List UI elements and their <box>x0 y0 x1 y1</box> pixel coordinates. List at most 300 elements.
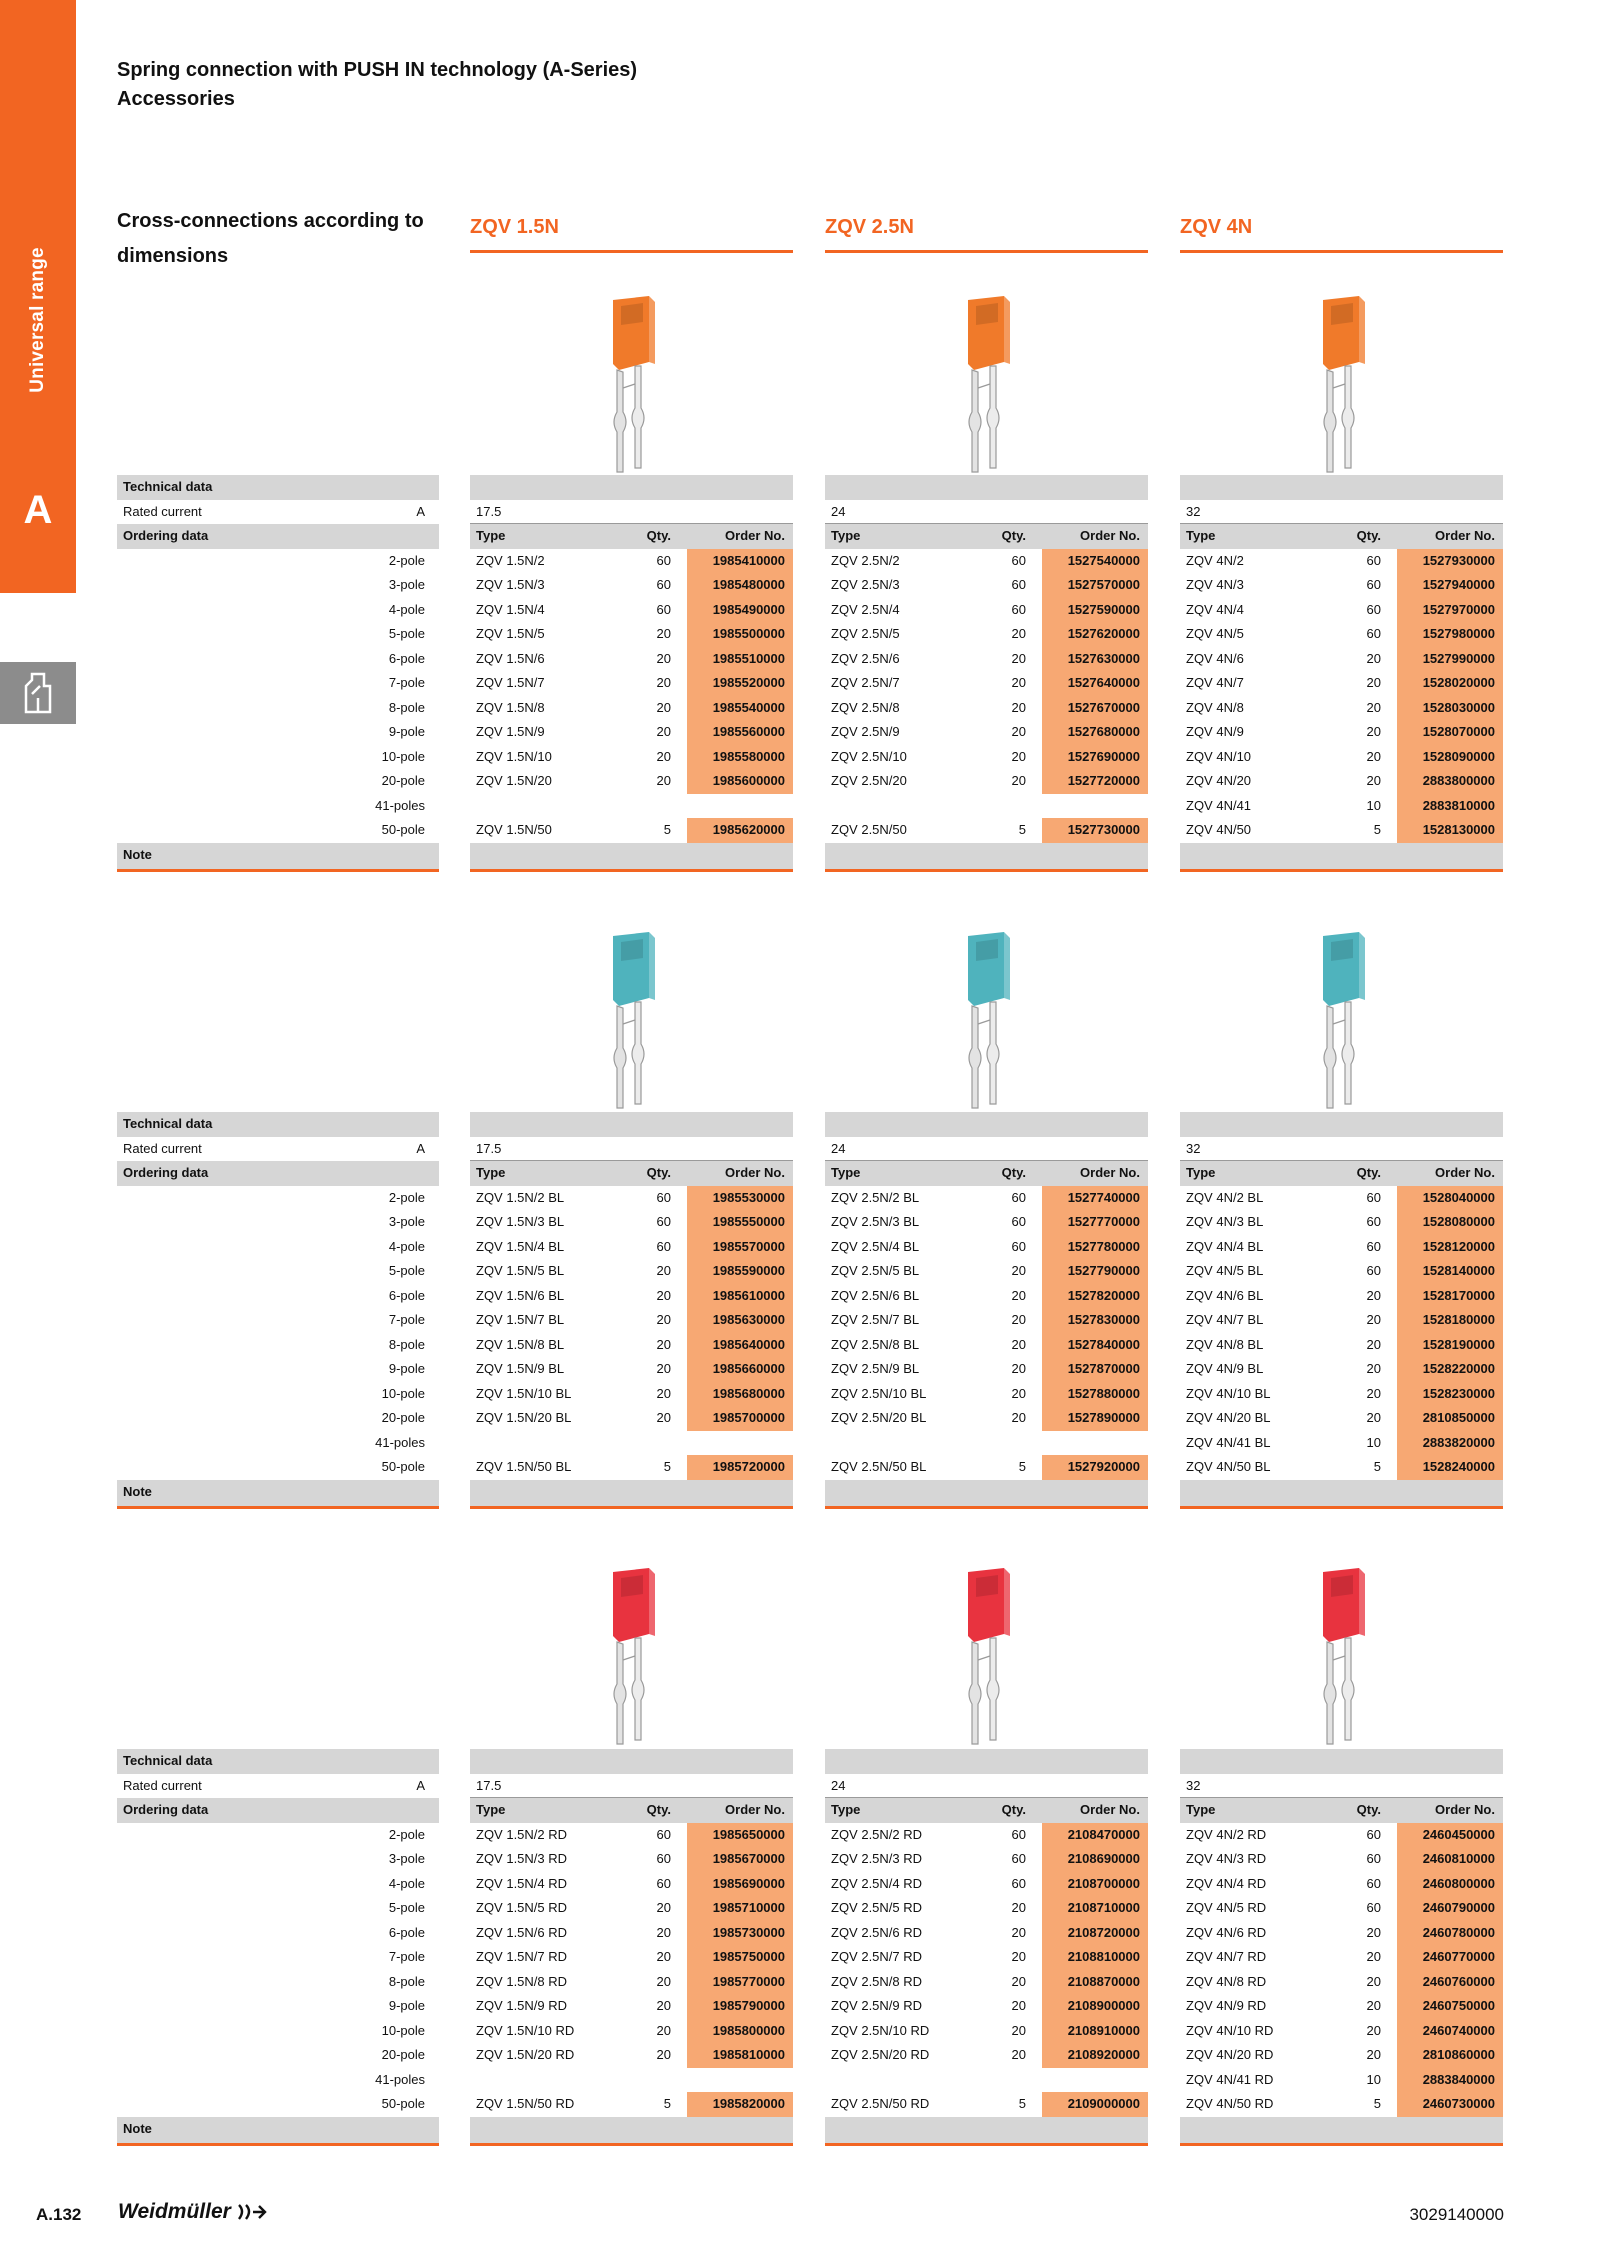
qty-cell: 60 <box>1011 601 1026 617</box>
qty-cell: 60 <box>1366 626 1381 641</box>
product-image-blue <box>952 928 1022 1118</box>
order-number-cell: 1527940000 <box>1397 573 1503 598</box>
technical-data-bar <box>1180 1112 1503 1137</box>
order-number-cell: 1985480000 <box>687 573 793 598</box>
order-number-cell: 1528090000 <box>1397 745 1503 770</box>
type-cell: ZQV 4N/20 BL <box>1186 1410 1271 1425</box>
pole-label: 9-pole <box>388 724 425 739</box>
order-number-cell: 1985660000 <box>687 1357 793 1382</box>
qty-cell: 60 <box>1011 1238 1026 1254</box>
pole-label: 20-pole <box>381 2047 425 2062</box>
pole-label: 7-pole <box>388 675 425 690</box>
order-number-cell: 2108700000 <box>1042 1872 1148 1897</box>
type-cell: ZQV 4N/3 <box>1186 577 1244 592</box>
order-number-cell: 1985720000 <box>687 1455 793 1480</box>
table-row <box>470 1823 793 1848</box>
table-row <box>470 2068 793 2093</box>
type-cell: ZQV 2.5N/3 RD <box>831 1851 923 1866</box>
qty-cell: 20 <box>1011 1949 1026 1964</box>
table-row <box>1180 1823 1503 1848</box>
type-cell: ZQV 2.5N/3 BL <box>831 1214 920 1229</box>
pole-label: 10-pole <box>381 748 425 764</box>
table-row <box>1180 2019 1503 2044</box>
qty-cell: 60 <box>656 1826 671 1842</box>
order-number-cell: 1528220000 <box>1397 1357 1503 1382</box>
technical-data-header: Technical data <box>117 1112 439 1137</box>
label-panel <box>117 1749 439 2146</box>
pole-label: 9-pole <box>388 1361 425 1376</box>
order-number-cell: 1985570000 <box>687 1235 793 1260</box>
table-row <box>825 1970 1148 1995</box>
qty-cell: 60 <box>1366 1263 1381 1278</box>
type-cell: ZQV 1.5N/7 <box>476 675 545 690</box>
order-number-cell: 1528070000 <box>1397 720 1503 745</box>
type-cell: ZQV 2.5N/20 BL <box>831 1410 927 1425</box>
qty-cell: 20 <box>1366 2047 1381 2062</box>
order-header: Order No. <box>1080 1802 1140 1817</box>
table-row <box>470 1259 793 1284</box>
type-cell: ZQV 2.5N/50 BL <box>831 1459 927 1474</box>
type-cell: ZQV 2.5N/7 RD <box>831 1949 923 1964</box>
table-row <box>1180 1455 1503 1480</box>
order-number-cell: 1528030000 <box>1397 696 1503 721</box>
order-number-cell: 2108690000 <box>1042 1847 1148 1872</box>
table-row <box>825 2068 1148 2093</box>
table-row <box>1180 622 1503 647</box>
table-row <box>1180 794 1503 819</box>
pole-label: 10-pole <box>381 2022 425 2038</box>
type-cell: ZQV 2.5N/8 BL <box>831 1336 920 1352</box>
qty-cell: 60 <box>1366 1875 1381 1891</box>
pole-label: 50-pole <box>381 1459 425 1474</box>
qty-cell: 20 <box>1011 626 1026 641</box>
table-header <box>470 1161 793 1186</box>
type-cell: ZQV 2.5N/8 <box>831 699 900 715</box>
technical-data-bar <box>1180 1749 1503 1774</box>
table-row <box>825 1333 1148 1358</box>
qty-header: Qty. <box>646 1165 671 1180</box>
rated-current-label <box>117 1137 439 1162</box>
technical-data-header: Technical data <box>117 1749 439 1774</box>
table-row <box>825 598 1148 623</box>
table-row <box>825 1896 1148 1921</box>
column-title-zqv-2-5n: ZQV 2.5N <box>825 216 914 238</box>
type-cell: ZQV 4N/6 BL <box>1186 1287 1264 1303</box>
order-number-cell: 1527540000 <box>1042 549 1148 574</box>
type-cell: ZQV 2.5N/4 <box>831 601 900 617</box>
column-title-zqv-1-5n: ZQV 1.5N <box>470 216 559 238</box>
product-image-orange <box>1307 292 1377 482</box>
data-column <box>1180 1112 1503 1509</box>
qty-cell: 20 <box>1366 1361 1381 1376</box>
pole-label: 4-pole <box>388 1875 425 1891</box>
type-cell: ZQV 2.5N/9 <box>831 724 900 739</box>
order-number-cell: 1985710000 <box>687 1896 793 1921</box>
order-header: Order No. <box>1435 1802 1495 1817</box>
pole-label: 7-pole <box>388 1312 425 1327</box>
qty-cell: 20 <box>656 724 671 739</box>
type-cell: ZQV 4N/3 BL <box>1186 1214 1264 1229</box>
order-number-cell: 1527980000 <box>1397 622 1503 647</box>
order-number-cell: 1985620000 <box>687 818 793 843</box>
table-row <box>470 745 793 770</box>
type-header: Type <box>831 528 861 543</box>
order-number-cell: 2108870000 <box>1042 1970 1148 1995</box>
table-row <box>470 598 793 623</box>
table-row <box>825 769 1148 794</box>
order-number-cell: 1527730000 <box>1042 818 1148 843</box>
column-title-rule <box>1180 250 1503 253</box>
order-header: Order No. <box>725 1165 785 1180</box>
pole-label: 7-pole <box>388 1949 425 1964</box>
product-image-orange <box>952 292 1022 482</box>
type-cell: ZQV 1.5N/20 RD <box>476 2047 575 2062</box>
order-number-cell: 1527720000 <box>1042 769 1148 794</box>
type-cell: ZQV 1.5N/3 BL <box>476 1214 565 1229</box>
type-header: Type <box>476 1165 506 1180</box>
label-panel <box>117 475 439 872</box>
technical-data-bar <box>1180 475 1503 500</box>
qty-cell: 20 <box>656 1998 671 2013</box>
table-header <box>825 524 1148 549</box>
technical-data-bar <box>470 1749 793 1774</box>
table-row <box>825 1406 1148 1431</box>
type-header: Type <box>1186 1802 1216 1817</box>
table-row <box>1180 1333 1503 1358</box>
type-cell: ZQV 2.5N/4 RD <box>831 1875 923 1891</box>
qty-cell: 20 <box>1011 1973 1026 1989</box>
order-number-cell: 1985730000 <box>687 1921 793 1946</box>
table-row <box>470 696 793 721</box>
table-row <box>1180 1235 1503 1260</box>
pole-label: 5-pole <box>388 1263 425 1278</box>
qty-cell: 20 <box>656 1336 671 1352</box>
type-cell: ZQV 1.5N/4 <box>476 601 545 617</box>
type-cell: ZQV 1.5N/7 BL <box>476 1312 565 1327</box>
type-cell: ZQV 4N/20 <box>1186 773 1252 788</box>
table-row <box>470 2043 793 2068</box>
pole-label: 9-pole <box>388 1998 425 2013</box>
qty-cell: 20 <box>1366 1949 1381 1964</box>
type-cell: ZQV 4N/10 <box>1186 748 1252 764</box>
table-row <box>470 2019 793 2044</box>
qty-cell: 10 <box>1366 1434 1381 1450</box>
qty-cell: 20 <box>1366 773 1381 788</box>
type-cell: ZQV 2.5N/10 RD <box>831 2022 930 2038</box>
qty-header: Qty. <box>646 1802 671 1817</box>
qty-cell: 20 <box>656 773 671 788</box>
table-row <box>825 1945 1148 1970</box>
qty-cell: 60 <box>1366 1238 1381 1254</box>
qty-cell: 60 <box>1366 1851 1381 1866</box>
type-cell: ZQV 4N/7 <box>1186 675 1244 690</box>
table-header <box>825 1161 1148 1186</box>
column-title-zqv-4n: ZQV 4N <box>1180 216 1253 238</box>
order-number-cell: 1985590000 <box>687 1259 793 1284</box>
type-cell: ZQV 1.5N/50 <box>476 822 552 837</box>
order-number-cell: 1527880000 <box>1042 1382 1148 1407</box>
table-header <box>470 1798 793 1823</box>
pole-label: 8-pole <box>388 1973 425 1989</box>
note-header: Note <box>117 843 439 872</box>
table-row <box>470 720 793 745</box>
order-number-cell: 2108910000 <box>1042 2019 1148 2044</box>
order-number-cell: 1985530000 <box>687 1186 793 1211</box>
table-row <box>825 1872 1148 1897</box>
table-row <box>825 1259 1148 1284</box>
order-number-cell: 1527930000 <box>1397 549 1503 574</box>
order-number-cell: 1985770000 <box>687 1970 793 1995</box>
table-row <box>825 2092 1148 2117</box>
technical-data-bar <box>470 1112 793 1137</box>
qty-cell: 20 <box>656 650 671 666</box>
order-number-cell: 2460760000 <box>1397 1970 1503 1995</box>
qty-cell: 60 <box>1011 1851 1026 1866</box>
rated-current-value: 17.5 <box>470 1774 793 1799</box>
type-cell: ZQV 2.5N/9 BL <box>831 1361 920 1376</box>
order-number-cell: 2108710000 <box>1042 1896 1148 1921</box>
qty-cell: 10 <box>1366 2071 1381 2087</box>
table-row <box>1180 1406 1503 1431</box>
qty-cell: 20 <box>1011 1336 1026 1352</box>
table-row <box>825 1186 1148 1211</box>
table-row <box>825 647 1148 672</box>
table-header <box>825 1798 1148 1823</box>
rated-current-value: 32 <box>1180 1137 1503 1162</box>
type-cell: ZQV 4N/2 BL <box>1186 1189 1264 1205</box>
table-row <box>1180 1847 1503 1872</box>
table-row <box>1180 1186 1503 1211</box>
note-header: Note <box>117 2117 439 2146</box>
order-number-cell: 1985510000 <box>687 647 793 672</box>
qty-cell: 60 <box>1366 552 1381 568</box>
table-row <box>1180 1994 1503 2019</box>
sidebar-range-label: Universal range <box>27 247 49 393</box>
note-bar <box>1180 1480 1503 1509</box>
order-number-cell: 1985790000 <box>687 1994 793 2019</box>
qty-cell: 60 <box>656 1238 671 1254</box>
type-cell: ZQV 2.5N/50 RD <box>831 2096 930 2111</box>
order-number-cell: 1527590000 <box>1042 598 1148 623</box>
order-number-cell: 1527690000 <box>1042 745 1148 770</box>
table-row <box>470 1333 793 1358</box>
qty-cell: 60 <box>1011 1189 1026 1205</box>
rated-current-unit: A <box>416 1777 425 1793</box>
type-cell: ZQV 1.5N/3 RD <box>476 1851 568 1866</box>
table-row <box>470 1896 793 1921</box>
note-bar <box>1180 843 1503 872</box>
table-row <box>1180 1896 1503 1921</box>
table-row <box>470 1847 793 1872</box>
table-row <box>825 794 1148 819</box>
order-number-cell: 1985500000 <box>687 622 793 647</box>
qty-cell: 20 <box>1366 724 1381 739</box>
table-row <box>1180 549 1503 574</box>
type-cell: ZQV 4N/4 RD <box>1186 1875 1267 1891</box>
type-cell: ZQV 1.5N/2 <box>476 552 545 568</box>
title-line-1: Spring connection with PUSH IN technology (A-Series) <box>117 59 638 81</box>
type-cell: ZQV 2.5N/2 RD <box>831 1826 923 1842</box>
order-number-cell: 1985410000 <box>687 549 793 574</box>
type-cell: ZQV 4N/9 BL <box>1186 1361 1264 1376</box>
type-cell: ZQV 4N/5 RD <box>1186 1900 1267 1915</box>
pole-label: 50-pole <box>381 2096 425 2111</box>
table-row <box>1180 1259 1503 1284</box>
type-cell: ZQV 1.5N/20 <box>476 773 552 788</box>
qty-cell: 20 <box>656 1949 671 1964</box>
note-bar <box>470 1480 793 1509</box>
order-number-cell: 2883800000 <box>1397 769 1503 794</box>
type-cell: ZQV 4N/4 <box>1186 601 1244 617</box>
qty-cell: 20 <box>1011 1312 1026 1327</box>
order-number-cell: 1985560000 <box>687 720 793 745</box>
pole-label: 41-poles <box>375 2071 425 2087</box>
table-row <box>825 573 1148 598</box>
table-header <box>1180 524 1503 549</box>
qty-cell: 20 <box>1011 675 1026 690</box>
table-row <box>825 696 1148 721</box>
order-number-cell: 1527640000 <box>1042 671 1148 696</box>
qty-cell: 5 <box>663 2096 671 2111</box>
order-number-cell: 1528130000 <box>1397 818 1503 843</box>
type-cell: ZQV 2.5N/5 RD <box>831 1900 923 1915</box>
column-title-rule <box>470 250 793 253</box>
ordering-data-header: Ordering data <box>117 1798 439 1823</box>
table-row <box>825 2043 1148 2068</box>
order-number-cell: 2460740000 <box>1397 2019 1503 2044</box>
product-image-red <box>1307 1564 1377 1754</box>
type-header: Type <box>476 528 506 543</box>
type-cell: ZQV 4N/7 BL <box>1186 1312 1264 1327</box>
table-row <box>1180 696 1503 721</box>
table-row <box>1180 745 1503 770</box>
qty-cell: 5 <box>663 1459 671 1474</box>
qty-cell: 60 <box>656 577 671 592</box>
type-cell: ZQV 4N/7 RD <box>1186 1949 1267 1964</box>
table-row <box>1180 573 1503 598</box>
order-header: Order No. <box>725 1802 785 1817</box>
table-row <box>1180 671 1503 696</box>
type-cell: ZQV 2.5N/10 <box>831 748 907 764</box>
data-column <box>825 1749 1148 2146</box>
qty-cell: 20 <box>656 2022 671 2038</box>
type-cell: ZQV 1.5N/10 BL <box>476 1385 572 1401</box>
qty-header: Qty. <box>1001 528 1026 543</box>
qty-cell: 60 <box>1366 1900 1381 1915</box>
order-number-cell: 1985800000 <box>687 2019 793 2044</box>
type-cell: ZQV 4N/50 <box>1186 822 1252 837</box>
qty-header: Qty. <box>1356 1165 1381 1180</box>
title-line-2: Accessories <box>117 88 235 110</box>
type-cell: ZQV 1.5N/6 <box>476 650 545 666</box>
order-number-cell: 2108470000 <box>1042 1823 1148 1848</box>
note-bar <box>825 1480 1148 1509</box>
type-header: Type <box>1186 528 1216 543</box>
qty-cell: 20 <box>656 1263 671 1278</box>
type-cell: ZQV 2.5N/6 <box>831 650 900 666</box>
order-number-cell: 1985680000 <box>687 1382 793 1407</box>
product-image-blue <box>597 928 667 1118</box>
ordering-data-header: Ordering data <box>117 524 439 549</box>
type-cell: ZQV 2.5N/20 RD <box>831 2047 930 2062</box>
rated-current-text: Rated current <box>123 503 202 519</box>
pole-label: 41-poles <box>375 1434 425 1450</box>
qty-cell: 20 <box>1011 1900 1026 1915</box>
pole-label: 10-pole <box>381 1385 425 1401</box>
order-number-cell: 1527570000 <box>1042 573 1148 598</box>
type-cell: ZQV 4N/2 <box>1186 552 1244 568</box>
pole-label: 2-pole <box>388 1189 425 1205</box>
table-row <box>1180 647 1503 672</box>
table-row <box>1180 2092 1503 2117</box>
table-row <box>470 573 793 598</box>
type-cell: ZQV 2.5N/5 BL <box>831 1263 920 1278</box>
table-header <box>1180 1161 1503 1186</box>
table-row <box>825 549 1148 574</box>
table-row <box>825 1847 1148 1872</box>
product-image-orange <box>597 292 667 482</box>
type-cell: ZQV 1.5N/3 <box>476 577 545 592</box>
table-row <box>470 1235 793 1260</box>
rated-current-text: Rated current <box>123 1140 202 1156</box>
order-number-cell: 1527970000 <box>1397 598 1503 623</box>
qty-cell: 60 <box>656 1214 671 1229</box>
qty-cell: 20 <box>1366 699 1381 715</box>
order-number-cell: 1985490000 <box>687 598 793 623</box>
rated-current-value: 32 <box>1180 1774 1503 1799</box>
order-header: Order No. <box>1435 1165 1495 1180</box>
order-number-cell: 1527680000 <box>1042 720 1148 745</box>
table-row <box>825 1455 1148 1480</box>
qty-cell: 5 <box>1018 1459 1026 1474</box>
type-cell: ZQV 1.5N/7 RD <box>476 1949 568 1964</box>
type-cell: ZQV 4N/9 RD <box>1186 1998 1267 2013</box>
table-row <box>1180 1308 1503 1333</box>
pole-label: 50-pole <box>381 822 425 837</box>
pole-label: 4-pole <box>388 601 425 617</box>
technical-data-bar <box>825 1749 1148 1774</box>
qty-cell: 20 <box>1366 1998 1381 2013</box>
table-row <box>825 1235 1148 1260</box>
qty-cell: 60 <box>1366 1189 1381 1205</box>
table-row <box>470 647 793 672</box>
table-row <box>470 1455 793 1480</box>
qty-cell: 20 <box>656 626 671 641</box>
table-row <box>470 818 793 843</box>
type-cell: ZQV 1.5N/8 RD <box>476 1973 568 1989</box>
table-row <box>470 1872 793 1897</box>
qty-cell: 20 <box>1011 650 1026 666</box>
order-number-cell: 2883840000 <box>1397 2068 1503 2093</box>
type-cell: ZQV 2.5N/4 BL <box>831 1238 920 1254</box>
order-header: Order No. <box>725 528 785 543</box>
qty-cell: 20 <box>656 675 671 690</box>
data-column <box>1180 1749 1503 2146</box>
pole-label: 2-pole <box>388 1826 425 1842</box>
qty-cell: 60 <box>1011 1875 1026 1891</box>
rated-current-label <box>117 500 439 525</box>
qty-cell: 20 <box>1366 2022 1381 2038</box>
type-cell: ZQV 1.5N/5 RD <box>476 1900 568 1915</box>
order-number-cell: 1527780000 <box>1042 1235 1148 1260</box>
type-cell: ZQV 1.5N/2 RD <box>476 1826 568 1842</box>
qty-cell: 60 <box>1011 552 1026 568</box>
qty-cell: 20 <box>656 1361 671 1376</box>
order-number-cell: 1985670000 <box>687 1847 793 1872</box>
table-row <box>1180 769 1503 794</box>
qty-cell: 60 <box>1366 601 1381 617</box>
data-column <box>470 475 793 872</box>
